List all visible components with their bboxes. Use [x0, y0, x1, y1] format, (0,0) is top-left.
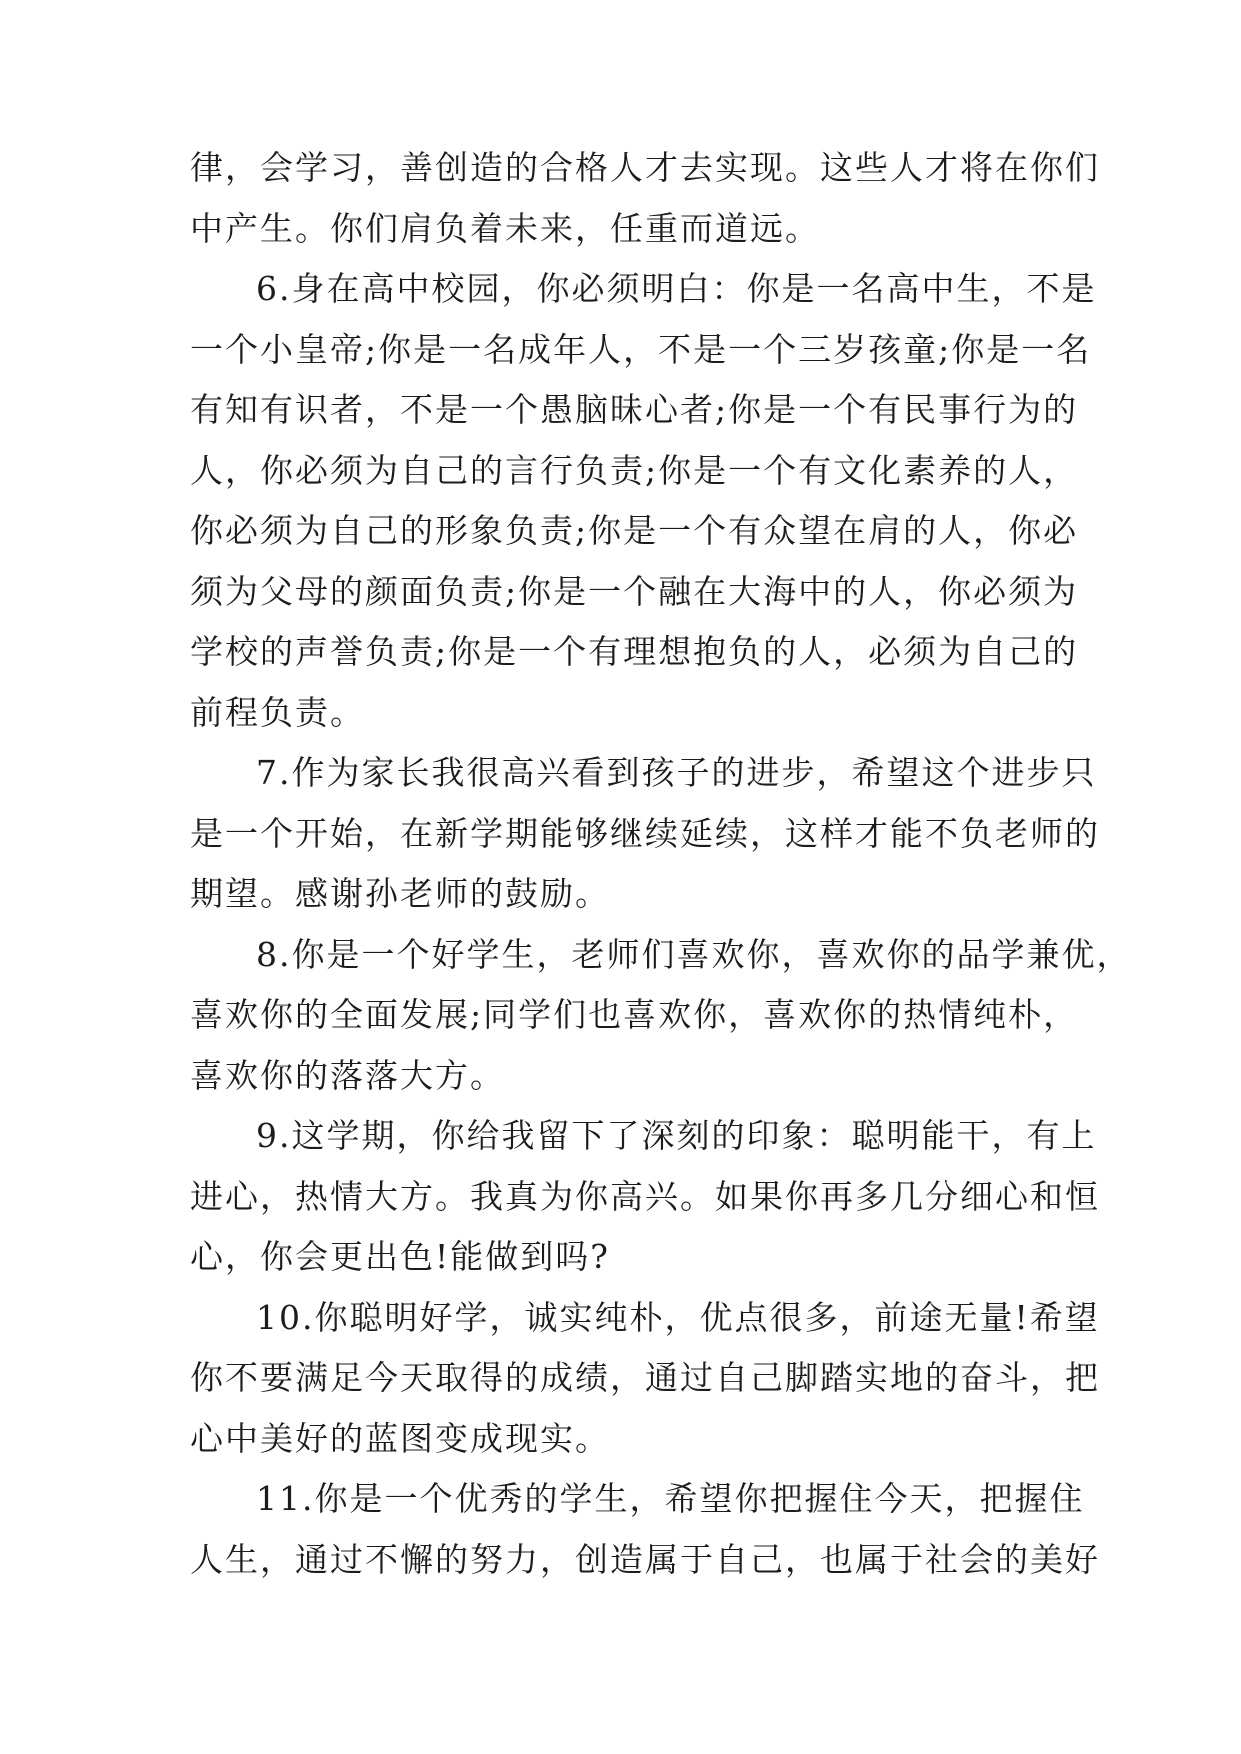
paragraph-p11	[190, 1469, 1100, 1590]
document-body	[190, 138, 1132, 1590]
line-text: 心，你会更出色!能做到吗?	[190, 1237, 610, 1276]
text-line	[190, 1348, 1100, 1409]
text-line	[190, 441, 1079, 502]
paragraph-p8	[190, 925, 1132, 1107]
text-line	[190, 743, 1097, 804]
line-text: 喜欢你的落落大方。	[190, 1055, 505, 1095]
text-line	[190, 622, 1079, 683]
line-text: 一个小皇帝;你是一名成年人，不是一个三岁孩童;你是一名	[190, 329, 1092, 369]
line-text: 你不要满足今天取得的成绩，通过自己脚踏实地的奋斗，把	[190, 1358, 1100, 1397]
text-line	[190, 985, 1079, 1046]
text-line	[190, 925, 1132, 986]
text-line	[190, 501, 1079, 562]
line-text: 前程负责。	[190, 692, 365, 732]
line-text: 人，你必须为自己的言行负责;你是一个有文化素养的人，	[190, 450, 1079, 490]
text-line	[190, 1227, 1055, 1288]
paragraph-p10	[190, 1288, 1100, 1470]
line-text: 心中美好的蓝图变成现实。	[190, 1418, 610, 1458]
text-line	[190, 864, 1055, 925]
text-line	[190, 138, 1100, 199]
line-text: 11.你是一个优秀的学生，希望你把握住今天，把握住	[256, 1479, 1085, 1518]
line-text: 是一个开始，在新学期能够继续延续，这样才能不负老师的	[190, 813, 1100, 853]
line-text: 10.你聪明好学，诚实纯朴，优点很多，前途无量!希望	[256, 1297, 1100, 1337]
text-line	[190, 320, 1092, 381]
line-text: 你必须为自己的形象负责;你是一个有众望在肩的人，你必	[190, 511, 1079, 550]
line-text: 律，会学习，善创造的合格人才去实现。这些人才将在你们	[190, 148, 1100, 187]
line-text: 6.身在高中校园，你必须明白：你是一名高中生，不是	[256, 269, 1097, 308]
text-line	[190, 1530, 1100, 1591]
text-line	[190, 1046, 1055, 1107]
text-line	[190, 259, 1097, 320]
paragraph-p5-tail	[190, 138, 1100, 259]
line-text: 9.这学期，你给我留下了深刻的印象：聪明能干，有上	[256, 1116, 1097, 1155]
line-text: 中产生。你们肩负着未来，任重而道远。	[190, 208, 820, 248]
line-text: 须为父母的颜面负责;你是一个融在大海中的人，你必须为	[190, 571, 1079, 611]
paragraph-p9	[190, 1106, 1100, 1288]
document-page	[190, 138, 1132, 1590]
line-text: 期望。感谢孙老师的鼓励。	[190, 874, 610, 913]
text-line	[190, 380, 1079, 441]
paragraph-p6	[190, 259, 1097, 743]
line-text: 8.你是一个好学生，老师们喜欢你，喜欢你的品学兼优，	[256, 934, 1132, 974]
text-line	[190, 1469, 1085, 1530]
line-text: 进心，热情大方。我真为你高兴。如果你再多几分细心和恒	[190, 1176, 1100, 1216]
text-line	[190, 804, 1100, 865]
text-line	[190, 199, 1055, 260]
line-text: 喜欢你的全面发展;同学们也喜欢你，喜欢你的热情纯朴，	[190, 995, 1079, 1034]
text-line	[190, 683, 1055, 744]
text-line	[190, 1106, 1097, 1167]
text-line	[190, 1409, 1055, 1470]
line-text: 学校的声誉负责;你是一个有理想抱负的人，必须为自己的	[190, 632, 1079, 671]
line-text: 人生，通过不懈的努力，创造属于自己，也属于社会的美好	[190, 1539, 1100, 1579]
text-line	[190, 562, 1079, 623]
line-text: 7.作为家长我很高兴看到孩子的进步，希望这个进步只	[256, 753, 1097, 792]
text-line	[190, 1288, 1100, 1349]
text-line	[190, 1167, 1100, 1228]
line-text: 有知有识者，不是一个愚脑昧心者;你是一个有民事行为的	[190, 390, 1079, 429]
paragraph-p7	[190, 743, 1100, 925]
